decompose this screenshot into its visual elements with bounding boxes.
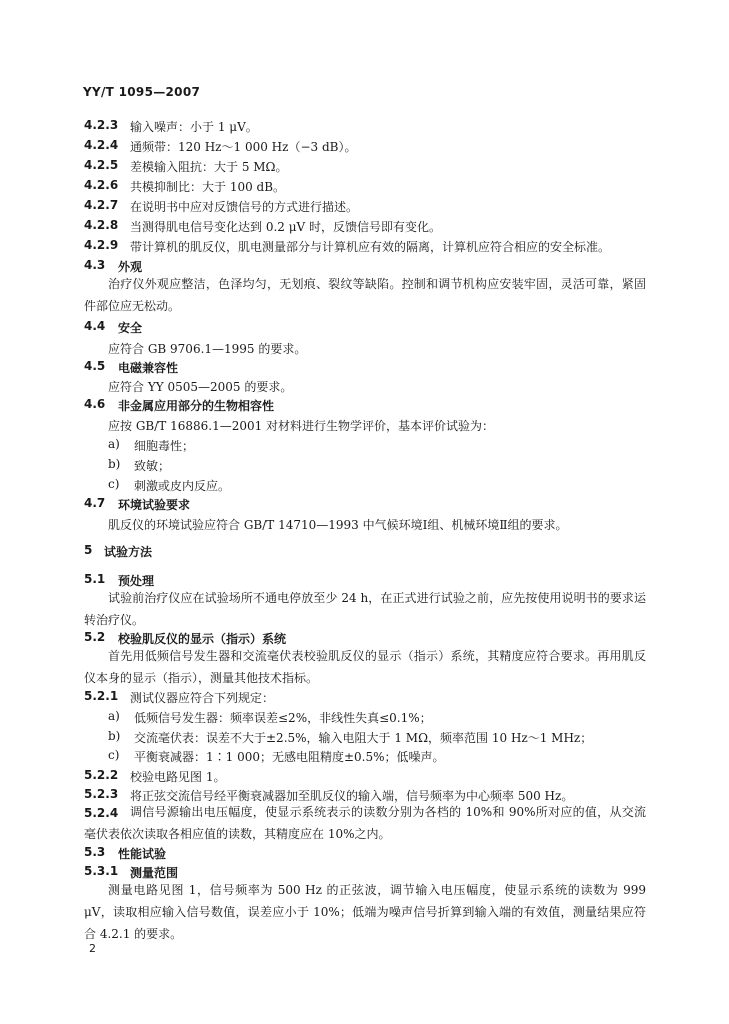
section-5-2-text: 首先用低频信号发生器和交流毫伏表校验肌反仪的显示（指示）系统，其精度应符合要求。再用肌反仪本身的显示（指示），测量其他技术指标。 <box>84 649 646 685</box>
section-5-2-1-text: 测试仪器应符合下列规定： <box>130 691 275 705</box>
list-item: 致敏； <box>134 459 171 473</box>
section-5-2-1-number: 5.2.1 <box>84 689 119 703</box>
section-5-2-2-number: 5.2.2 <box>84 768 119 782</box>
item-number: 4.2.7 <box>84 198 119 212</box>
section-5-1-number: 5.1 <box>84 572 106 586</box>
section-5-2-2-text: 校验电路见图 1。 <box>130 770 226 784</box>
item-text: 带计算机的肌反仪，肌电测量部分与计算机应有效的隔离，计算机应符合相应的安全标准。 <box>130 240 611 254</box>
section-5-1-text: 试验前治疗仪应在试验场所不通电停放至少 24 h，在正式进行试验之前，应先按使用说明书的要求运转治疗仪。 <box>84 591 646 627</box>
section-4-4-number: 4.4 <box>84 319 106 333</box>
section-4-5-text: 应符合 YY 0505—2005 的要求。 <box>108 380 293 394</box>
item-text: 共模抑制比：大于 100 dB。 <box>130 180 286 194</box>
section-4-7-text: 肌反仪的环境试验应符合 GB/T 14710—1993 中气候环境Ⅰ组、机械环境Ⅱ组的要求。 <box>108 518 568 532</box>
page-number: 2 <box>89 942 96 955</box>
section-5-number: 5 <box>84 543 93 557</box>
section-4-6-number: 4.6 <box>84 397 106 411</box>
list-mark: a) <box>108 709 120 723</box>
item-text: 在说明书中应对反馈信号的方式进行描述。 <box>130 200 359 214</box>
section-4-4-text: 应符合 GB 9706.1—1995 的要求。 <box>108 342 307 356</box>
section-4-3-number: 4.3 <box>84 258 106 272</box>
list-mark: c) <box>108 748 120 762</box>
section-5-3-1-number: 5.3.1 <box>84 864 119 878</box>
section-4-5-number: 4.5 <box>84 359 106 373</box>
section-4-3-text: 治疗仪外观应整洁，色泽均匀，无划痕、裂纹等缺陷。控制和调节机构应安装牢固，灵活可靠，紧固件部位应无松动。 <box>84 277 646 313</box>
list-item: 低频信号发生器：频率误差≤2%，非线性失真≤0.1%； <box>134 711 432 725</box>
section-4-3-title: 外观 <box>118 260 143 274</box>
standard-number-header: YY/T 1095—2007 <box>83 85 201 99</box>
item-number: 4.2.8 <box>84 218 119 232</box>
item-number: 4.2.3 <box>84 118 119 132</box>
section-5-2-3-number: 5.2.3 <box>84 787 119 801</box>
list-mark: b) <box>108 729 121 743</box>
section-5-2-4-text: 调信号源输出电压幅度，使显示系统表示的读数分别为各档的 10%和 90%所对应的值，从交流毫伏表依次读取各相应值的读数，其精度应在 10%之内。 <box>84 805 646 841</box>
section-5-3-1-text: 测量电路见图 1，信号频率为 500 Hz 的正弦波，调节输入电压幅度，使显示系统的读数为 999 μV，读取相应输入信号数值，误差应小于 10%；低端为噪声信号折算到输入端的有效值，测量结果应符合 4.2.1 的要求。 <box>84 883 646 941</box>
section-4-7-number: 4.7 <box>84 496 106 510</box>
section-4-7-title: 环境试验要求 <box>118 498 191 512</box>
item-text: 通频带：120 Hz～1 000 Hz（−3 dB）。 <box>130 140 357 154</box>
item-text: 差模输入阻抗：大于 5 MΩ。 <box>130 160 288 174</box>
section-5-2-number: 5.2 <box>84 630 106 644</box>
section-4-4-title: 安全 <box>118 321 143 335</box>
section-5-2-3-text: 将正弦交流信号经平衡衰减器加至肌反仪的输入端，信号频率为中心频率 500 Hz。 <box>130 789 574 803</box>
item-number: 4.2.4 <box>84 138 119 152</box>
section-5-2-title: 校验肌反仪的显示（指示）系统 <box>118 632 287 646</box>
list-item: 交流毫伏表：误差不大于±2.5%，输入电阻大于 1 MΩ，频率范围 10 Hz～1 MHz； <box>134 731 593 745</box>
section-5-2-4-number: 5.2.4 <box>84 806 119 820</box>
item-number: 4.2.9 <box>84 238 119 252</box>
list-mark: a) <box>108 437 120 451</box>
item-number: 4.2.6 <box>84 178 119 192</box>
list-mark: b) <box>108 457 121 471</box>
section-4-5-title: 电磁兼容性 <box>118 361 179 375</box>
item-text: 输入噪声：小于 1 μV。 <box>130 120 258 134</box>
section-4-6-text: 应按 GB/T 16886.1—2001 对材料进行生物学评价，基本评价试验为： <box>108 419 495 433</box>
item-number: 4.2.5 <box>84 158 119 172</box>
section-5-3-1-title: 测量范围 <box>130 866 179 880</box>
section-5-title: 试验方法 <box>104 545 153 559</box>
section-5-3-number: 5.3 <box>84 845 106 859</box>
list-item: 细胞毒性； <box>134 439 195 453</box>
list-mark: c) <box>108 477 120 491</box>
list-item: 刺激或皮内反应。 <box>134 479 231 493</box>
section-4-6-title: 非金属应用部分的生物相容性 <box>118 399 275 413</box>
item-text: 当测得肌电信号变化达到 0.2 μV 时，反馈信号即有变化。 <box>130 220 441 234</box>
section-5-3-title: 性能试验 <box>118 847 167 861</box>
section-5-1-title: 预处理 <box>118 574 155 588</box>
list-item: 平衡衰减器：1∶1 000；无感电阻精度±0.5%；低噪声。 <box>134 750 445 764</box>
